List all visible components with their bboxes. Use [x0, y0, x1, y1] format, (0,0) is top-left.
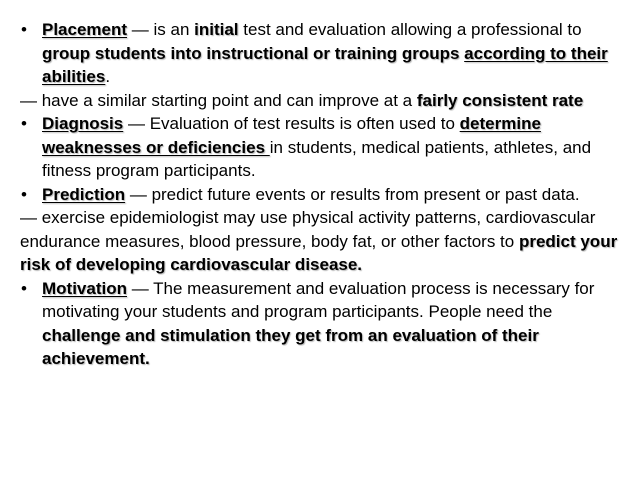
text: in students, medical patients, athletes, and fitness program participants.: [42, 137, 592, 180]
bullet-prediction: [20, 183, 626, 207]
term-motivation: Motivation: [42, 278, 127, 298]
bullet-dot: •: [21, 20, 27, 39]
text: test and evaluation allowing a professional to: [238, 20, 582, 39]
term-diagnosis: Diagnosis: [42, 114, 124, 133]
text: — The measurement and evaluation process is necessary for motivating your students and program participants. People need the: [42, 278, 595, 321]
text: — exercise epidemiologist may use physical activity patterns, cardiovascular endurance measures, blood pressure, body fat, or other factors to: [20, 208, 596, 251]
emphasis-challenge-stimulation: challenge and stimulation they get from an evaluation of their achievement.: [42, 325, 539, 368]
subpoint-prediction: [20, 206, 626, 277]
text: — Evaluation of test results is often used to: [123, 114, 460, 133]
emphasis-fairly-consistent-rate: fairly consistent rate: [416, 90, 584, 110]
text: — is an: [127, 20, 195, 39]
text: — predict future events or results from present or past data.: [125, 184, 580, 204]
bullet-dot: •: [21, 184, 27, 204]
text: .: [105, 67, 111, 86]
bullet-dot: •: [21, 114, 27, 133]
subpoint-placement: [20, 89, 626, 113]
bullet-dot: •: [21, 278, 27, 298]
emphasis-predict-risk: predict your risk of developing cardiovascular disease.: [20, 231, 618, 274]
text: — have a similar starting point and can improve at a: [20, 90, 417, 110]
bullet-diagnosis: [20, 112, 626, 183]
emphasis-group-students: group students into instructional or training groups: [42, 43, 460, 63]
bullet-motivation: [20, 277, 626, 371]
emphasis-initial: initial: [194, 20, 239, 39]
emphasis-according-to-abilities: according to their abilities: [42, 43, 608, 86]
emphasis-determine-weaknesses: determine weaknesses or deficiencies: [42, 114, 541, 157]
term-placement: Placement: [42, 20, 128, 39]
slide-body: [20, 18, 626, 371]
bullet-placement: [20, 18, 626, 89]
term-prediction: Prediction: [42, 184, 126, 204]
